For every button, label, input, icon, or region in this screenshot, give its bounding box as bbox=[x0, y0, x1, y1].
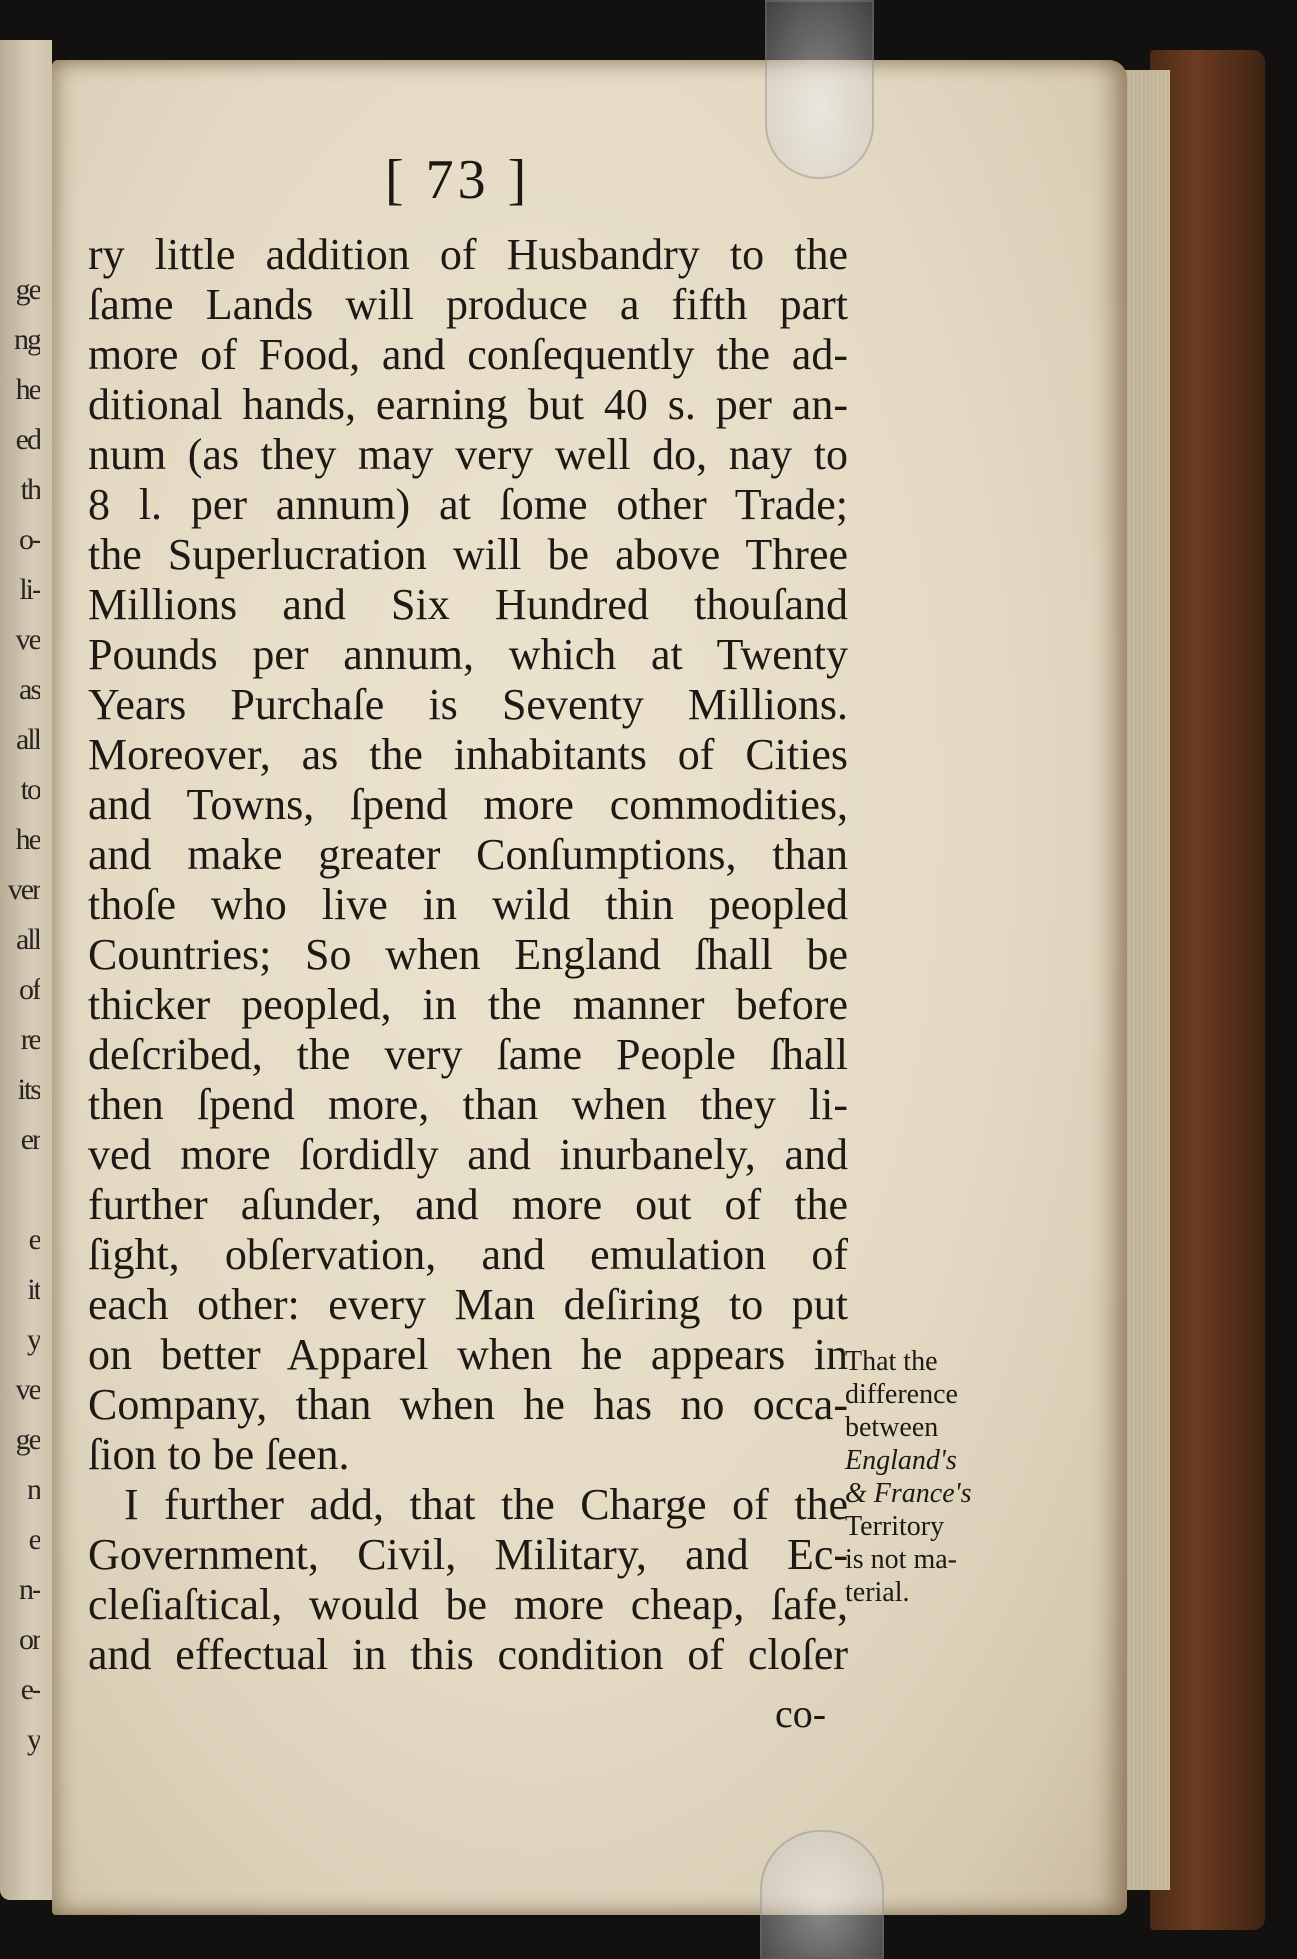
fragment: o- bbox=[19, 523, 40, 556]
text-line: ry little addition of Husbandry to the bbox=[88, 230, 848, 279]
page-number: [ 73 ] bbox=[385, 149, 531, 211]
fragment: to bbox=[20, 773, 40, 806]
fragment: its bbox=[17, 1073, 40, 1106]
text-line: Countries; So when England ſhall be bbox=[88, 930, 848, 979]
fragment: as bbox=[19, 673, 40, 706]
text-line: each other: every Man deſiring to put bbox=[88, 1280, 848, 1329]
fragment: he bbox=[15, 373, 40, 406]
fragment: all bbox=[16, 723, 40, 756]
text-line: the Superlucration will be above Three bbox=[88, 530, 848, 579]
fragment: li- bbox=[19, 573, 40, 606]
fragment: ver bbox=[7, 873, 40, 906]
catchword: co- bbox=[775, 1691, 827, 1736]
text-line: further aſunder, and more out of the bbox=[88, 1180, 848, 1229]
text-line: ved more ſordidly and inurbanely, and bbox=[88, 1130, 848, 1179]
marginal-note-line: difference bbox=[845, 1379, 958, 1410]
fragment: th bbox=[20, 473, 40, 506]
marginal-note bbox=[845, 1345, 995, 1609]
fragment: all bbox=[16, 923, 40, 956]
text-line: cleſiaſtical, would be more cheap, ſafe, bbox=[88, 1580, 848, 1629]
fragment: ng bbox=[14, 323, 40, 356]
text-line: ſion to be ſeen. bbox=[88, 1430, 350, 1479]
page-clip-bottom bbox=[760, 1830, 884, 1959]
fragment: ed bbox=[15, 423, 40, 456]
text-line: 8 l. per annum) at ſome other Trade; bbox=[88, 480, 848, 529]
fragment: y bbox=[27, 1723, 40, 1756]
text-line: ſame Lands will produce a fifth part bbox=[88, 280, 848, 329]
marginal-note-line: England's bbox=[845, 1445, 957, 1476]
text-line: Years Purchaſe is Seventy Millions. bbox=[88, 680, 848, 729]
text-line: I further add, that the Charge of the bbox=[124, 1480, 848, 1529]
marginal-note-line: between bbox=[845, 1412, 939, 1443]
text-line: ſight, obſervation, and emulation of bbox=[88, 1230, 848, 1279]
text-line: thicker peopled, in the manner before bbox=[88, 980, 848, 1029]
text-line: more of Food, and conſequently the ad- bbox=[88, 330, 848, 379]
fragment: it bbox=[27, 1273, 40, 1306]
text-line: Pounds per annum, which at Twenty bbox=[88, 630, 848, 679]
marginal-note-line: Territory bbox=[845, 1511, 945, 1542]
marginal-note-line: is not ma- bbox=[845, 1544, 957, 1575]
left-page-edge bbox=[0, 40, 52, 1900]
text-line: Moreover, as the inhabitants of Cities bbox=[88, 730, 848, 779]
fragment: ve bbox=[15, 1373, 40, 1406]
fragment: of bbox=[19, 973, 40, 1006]
text-line: Millions and Six Hundred thouſand bbox=[88, 580, 848, 629]
marginal-note-line: That the bbox=[845, 1346, 938, 1377]
fragment: e bbox=[28, 1223, 40, 1256]
fragment: y bbox=[27, 1323, 40, 1356]
left-page-text-fragments bbox=[0, 265, 40, 1765]
marginal-note-line: terial. bbox=[845, 1577, 910, 1608]
fragment: or bbox=[19, 1623, 40, 1656]
fragment: e- bbox=[20, 1673, 40, 1706]
fragment: ge bbox=[15, 1423, 40, 1456]
page-clip-top bbox=[765, 0, 874, 179]
fragment bbox=[0, 1165, 40, 1215]
fragment: ve bbox=[15, 623, 40, 656]
text-line: and make greater Conſumptions, than bbox=[88, 830, 848, 879]
text-line: Company, than when he has no occa- bbox=[88, 1380, 848, 1429]
text-line: and effectual in this condition of cloſer bbox=[88, 1630, 848, 1679]
fragment: ge bbox=[15, 273, 40, 306]
text-line: Government, Civil, Military, and Ec- bbox=[88, 1530, 848, 1579]
fragment: er bbox=[20, 1123, 40, 1156]
page-body-text bbox=[88, 230, 848, 1680]
fragment: n- bbox=[19, 1573, 40, 1606]
text-line: num (as they may very well do, nay to bbox=[88, 430, 848, 479]
fragment: he bbox=[15, 823, 40, 856]
text-line: ditional hands, earning but 40 s. per an- bbox=[88, 380, 848, 429]
marginal-note-line: & France's bbox=[845, 1478, 972, 1509]
fragment: n bbox=[27, 1473, 40, 1506]
text-line: thoſe who live in wild thin peopled bbox=[88, 880, 848, 929]
fragment: e bbox=[28, 1523, 40, 1556]
text-line: then ſpend more, than when they li- bbox=[88, 1080, 848, 1129]
fragment: re bbox=[20, 1023, 40, 1056]
text-line: deſcribed, the very ſame People ſhall bbox=[88, 1030, 848, 1079]
text-line: on better Apparel when he appears in bbox=[88, 1330, 848, 1379]
text-line: and Towns, ſpend more commodities, bbox=[88, 780, 848, 829]
